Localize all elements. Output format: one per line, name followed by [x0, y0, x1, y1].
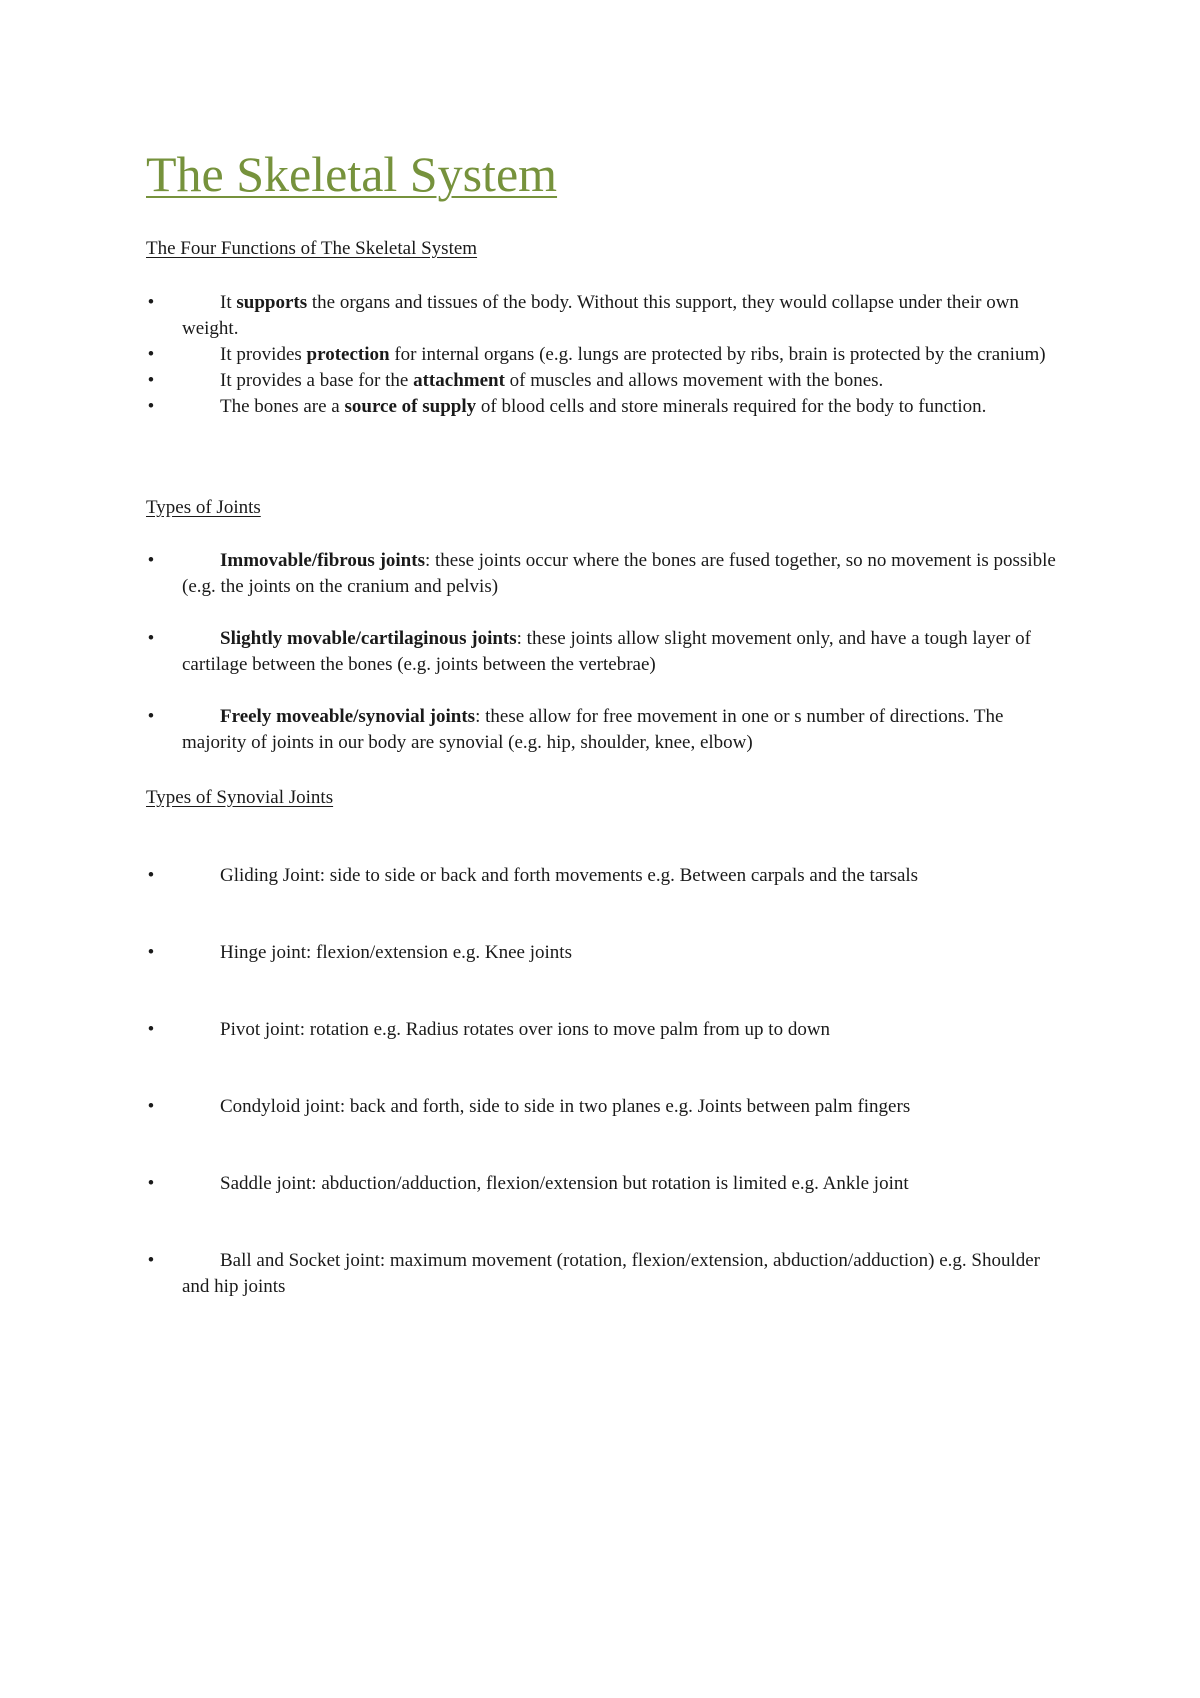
list-item: • Freely moveable/synovial joints: these allow for free movement in one or s number of directions. The majority of joints in our body are synovial (e.g. hip, shoulder, knee, elbow) — [146, 704, 1066, 756]
list-item: • Slightly movable/cartilaginous joints: these joints allow slight movement only, and have a tough layer of cartilage between the bones (e.g. joints between the vertebrae) — [146, 626, 1066, 678]
list-item: • It provides a base for the attachment of muscles and allows movement with the bones. — [146, 368, 1066, 394]
bullet-icon: • — [147, 1173, 155, 1194]
bullet-icon: • — [147, 628, 155, 649]
list-item: • Immovable/fibrous joints: these joints occur where the bones are fused together, so no movement is possible (e.g. the joints on the cranium and pelvis) — [146, 548, 1066, 600]
bullet-icon: • — [147, 1019, 155, 1040]
bullet-icon: • — [147, 1250, 155, 1271]
list-item: • Saddle joint: abduction/adduction, flexion/extension but rotation is limited e.g. Ankle joint — [146, 1171, 1066, 1197]
list-item: • Gliding Joint: side to side or back and forth movements e.g. Between carpals and the tarsals — [146, 863, 1066, 889]
joints-list — [146, 548, 1066, 756]
bullet-icon: • — [147, 344, 155, 365]
list-item: • The bones are a source of supply of blood cells and store minerals required for the body to function. — [146, 394, 1066, 420]
functions-heading: The Four Functions of The Skeletal System — [146, 238, 478, 259]
list-item: • Ball and Socket joint: maximum movement (rotation, flexion/extension, abduction/adduction) e.g. Shoulder and hip joints — [146, 1248, 1066, 1300]
bullet-icon: • — [147, 370, 155, 391]
bullet-icon: • — [147, 292, 155, 313]
joints-heading: Types of Joints — [146, 497, 261, 518]
list-item: • Hinge joint: flexion/extension e.g. Knee joints — [146, 940, 1066, 966]
synovial-list — [146, 863, 1066, 1300]
list-item: • Condyloid joint: back and forth, side to side in two planes e.g. Joints between palm fingers — [146, 1094, 1066, 1120]
bullet-icon: • — [147, 550, 155, 571]
functions-list — [146, 290, 1066, 420]
bullet-icon: • — [147, 942, 155, 963]
synovial-heading: Types of Synovial Joints — [146, 787, 334, 808]
list-item: • It supports the organs and tissues of the body. Without this support, they would collapse under their own weight. — [146, 290, 1066, 342]
bullet-icon: • — [147, 865, 155, 886]
bullet-icon: • — [147, 706, 155, 727]
bullet-icon: • — [147, 1096, 155, 1117]
list-item: • It provides protection for internal organs (e.g. lungs are protected by ribs, brain is protected by the cranium) — [146, 342, 1066, 368]
document-title: The Skeletal System — [146, 146, 558, 202]
list-item: • Pivot joint: rotation e.g. Radius rotates over ions to move palm from up to down — [146, 1017, 1066, 1043]
bullet-icon: • — [147, 396, 155, 417]
